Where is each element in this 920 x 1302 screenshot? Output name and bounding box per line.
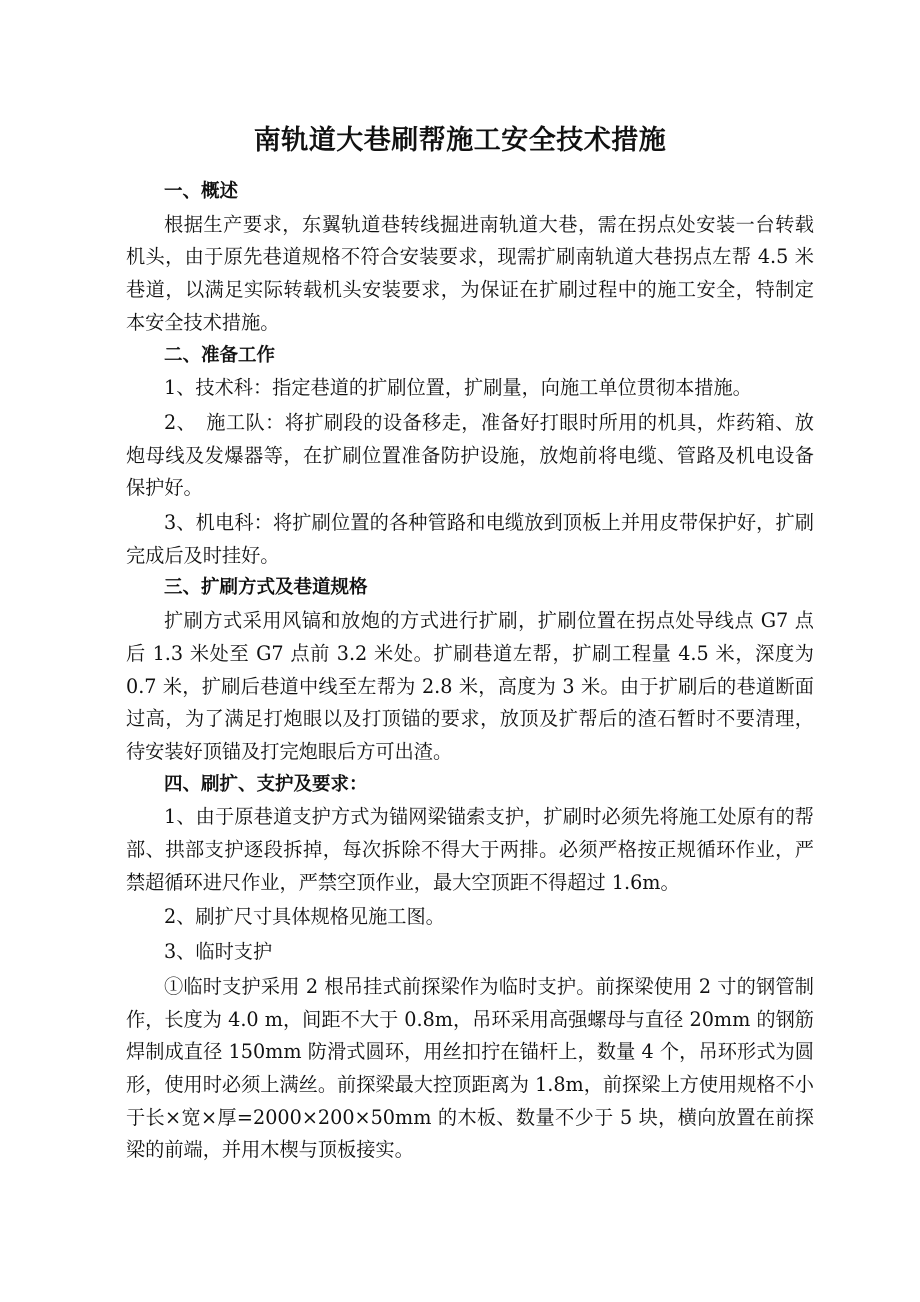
- document-body: [126, 176, 814, 1167]
- paragraph-support-rule-2: 2、刷扩尺寸具体规格见施工图。: [164, 905, 445, 929]
- section-heading-overview: 一、概述: [164, 181, 239, 202]
- paragraph-support-rule-1: 1、由于原巷道支护方式为锚网梁锚索支护，扩刷时必须先将施工处原有的帮部、拱部支护逐段拆掉，每次拆除不得大于两排。必须严格按正规循环作业，严禁超循环进尺作业，严禁空顶作业，最大空顶距不得超过 1.6m。: [126, 805, 814, 894]
- section-heading-method-specs: 三、扩刷方式及巷道规格: [164, 577, 368, 599]
- document-title: 南轨道大巷刷帮施工安全技术措施: [253, 125, 667, 156]
- paragraph-technical-dept: 1、技术科：指定巷道的扩刷位置，扩刷量，向施工单位贯彻本措施。: [164, 376, 752, 400]
- paragraph-overview: 根据生产要求，东翼轨道巷转线掘进南轨道大巷，需在拐点处安装一台转载机头，由于原先巷道规格不符合安装要求，现需扩刷南轨道大巷拐点左帮 4.5 米巷道，以满足实际转载机头安装要求，为保证在扩刷过程中的施工安全，特制定本安全技术措施。: [126, 212, 814, 334]
- section-heading-preparation: 二、准备工作: [164, 344, 276, 366]
- paragraph-electromechanical-dept: 3、机电科：将扩刷位置的各种管路和电缆放到顶板上并用皮带保护好，扩刷完成后及时挂好。: [126, 511, 814, 567]
- paragraph-method-specs: 扩刷方式采用风镐和放炮的方式进行扩刷，扩刷位置在拐点处导线点 G7 点后 1.3 米处至 G7 点前 3.2 米处。扩刷巷道左帮，扩刷工程量 4.5 米，深度为 0.7 米，扩刷后巷道中线至左帮为 2.8 米，高度为 3 米。由于扩刷后的巷道断面过高，为了满足打炮眼以及打顶锚的要求，放顶及扩帮后的渣石暂时不要清理，待安装好顶锚及打完炮眼后方可出渣。: [126, 609, 814, 763]
- section-heading-support-requirements: 四、刷扩、支护及要求：: [164, 773, 368, 795]
- paragraph-temporary-support-detail: ①临时支护采用 2 根吊挂式前探梁作为临时支护。前探梁使用 2 寸的钢管制作，长度为 4.0 m，间距不大于 0.8m，吊环采用高强螺母与直径 20mm 的钢筋焊制成直径 150mm 防滑式圆环，用丝扣拧在锚杆上，数量 4 个，吊环形式为圆形，使用时必须上满丝。前探梁最大控顶距离为 1.8m，前探梁上方使用规格不小于长×宽×厚=2000×200×50mm 的木板、数量不少于 5 块，横向放置在前探梁的前端，并用木楔与顶板接实。: [126, 974, 814, 1162]
- paragraph-temporary-support-heading: 3、临时支护: [164, 940, 273, 964]
- paragraph-construction-team: 2、 施工队：将扩刷段的设备移走，准备好打眼时所用的机具，炸药箱、放炮母线及发爆器等，在扩刷位置准备防护设施，放炮前将电缆、管路及机电设备保护好。: [126, 410, 814, 500]
